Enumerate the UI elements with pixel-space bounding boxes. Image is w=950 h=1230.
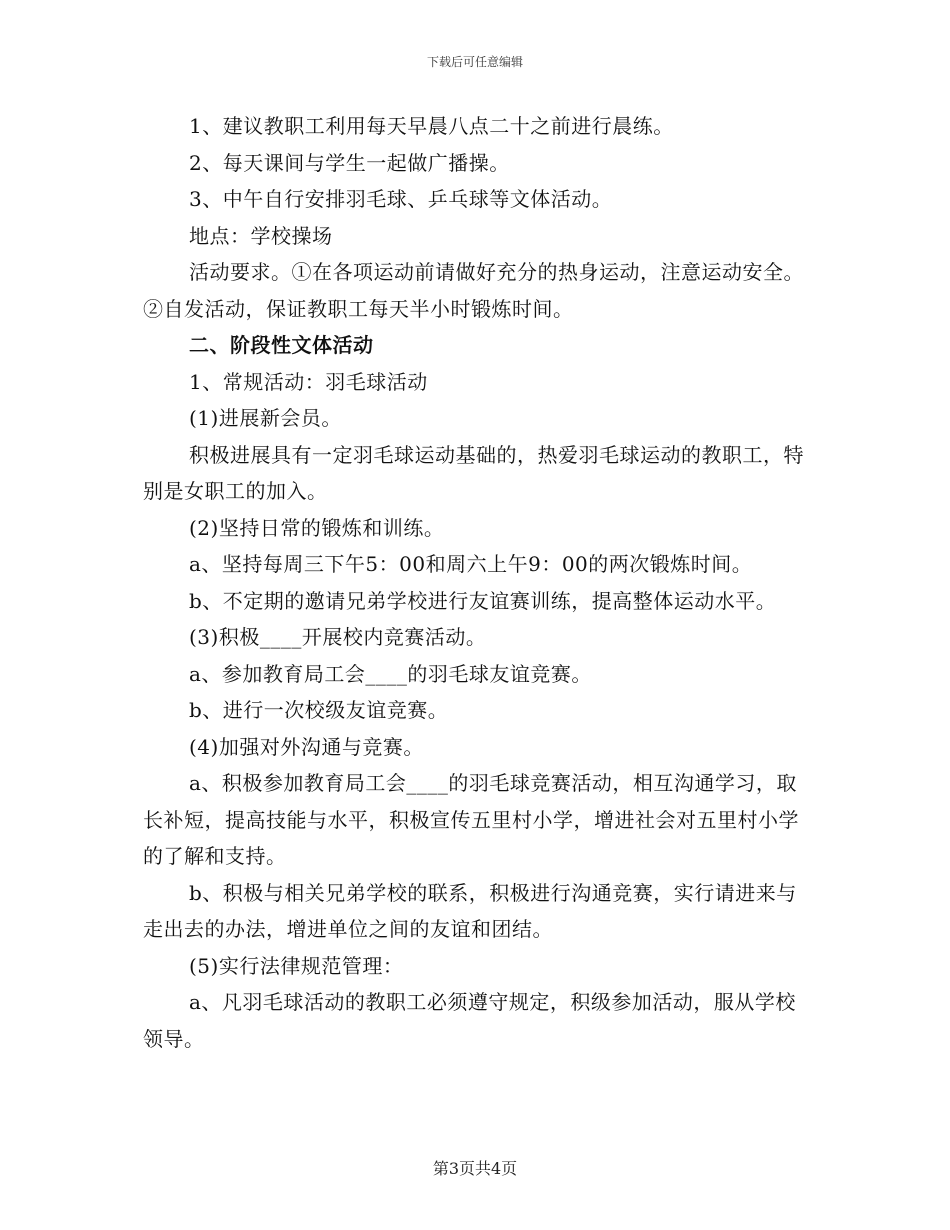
page-footer: 第3页共4页 (432, 1159, 518, 1178)
paragraph: b、积极与相关兄弟学校的联系，积极进行沟通竞赛，实行请进来与走出去的办法，增进单位之间的友谊和团结。 (143, 880, 797, 941)
paragraph: (5)实行法律规范管理： (189, 953, 404, 978)
paragraph: a、积极参加教育局工会____的羽毛球竞赛活动，相互沟通学习，取长补短，提高技能与水平，积极宣传五里村小学，增进社会对五里村小学的了解和支持。 (143, 771, 799, 868)
paragraph: 积极进展具有一定羽毛球运动基础的，热爱羽毛球运动的教职工，特别是女职工的加入。 (143, 442, 804, 503)
paragraph: b、进行一次校级友谊竞赛。 (189, 698, 449, 722)
paragraph: b、不定期的邀请兄弟学校进行友谊赛训练，提高整体运动水平。 (189, 588, 777, 613)
paragraph: a、坚持每周三下午5：00和周六上午9：00的两次锻炼时间。 (189, 552, 753, 576)
paragraph: 活动要求。①在各项运动前请做好充分的热身运动，注意运动安全。②自发活动，保证教职工每天半小时锻炼时间。 (143, 260, 804, 321)
paragraph: (1)进展新会员。 (189, 406, 342, 430)
paragraph: (2)坚持日常的锻炼和训练。 (189, 515, 445, 540)
paragraph: (3)积极____开展校内竞赛活动。 (189, 625, 487, 649)
paragraph: a、凡羽毛球活动的教职工必须遵守规定，积级参加活动，服从学校领导。 (143, 990, 796, 1051)
paragraph: 3、中午自行安排羽毛球、乒乓球等文体活动。 (189, 187, 613, 211)
page-header: 下载后可任意编辑 (426, 55, 523, 69)
paragraph: 1、建议教职工利用每天早晨八点二十之前进行晨练。 (189, 114, 674, 138)
paragraph: 2、每天课间与学生一起做广播操。 (189, 150, 510, 175)
paragraph: 1、常规活动：羽毛球活动 (189, 369, 428, 394)
paragraph: a、参加教育局工会____的羽毛球友谊竞赛。 (189, 661, 592, 686)
paragraph: (4)加强对外沟通与竞赛。 (189, 734, 424, 759)
paragraph: 地点：学校操场 (189, 223, 333, 248)
section-heading: 二、阶段性文体活动 (189, 333, 374, 357)
document-body (143, 108, 808, 1057)
